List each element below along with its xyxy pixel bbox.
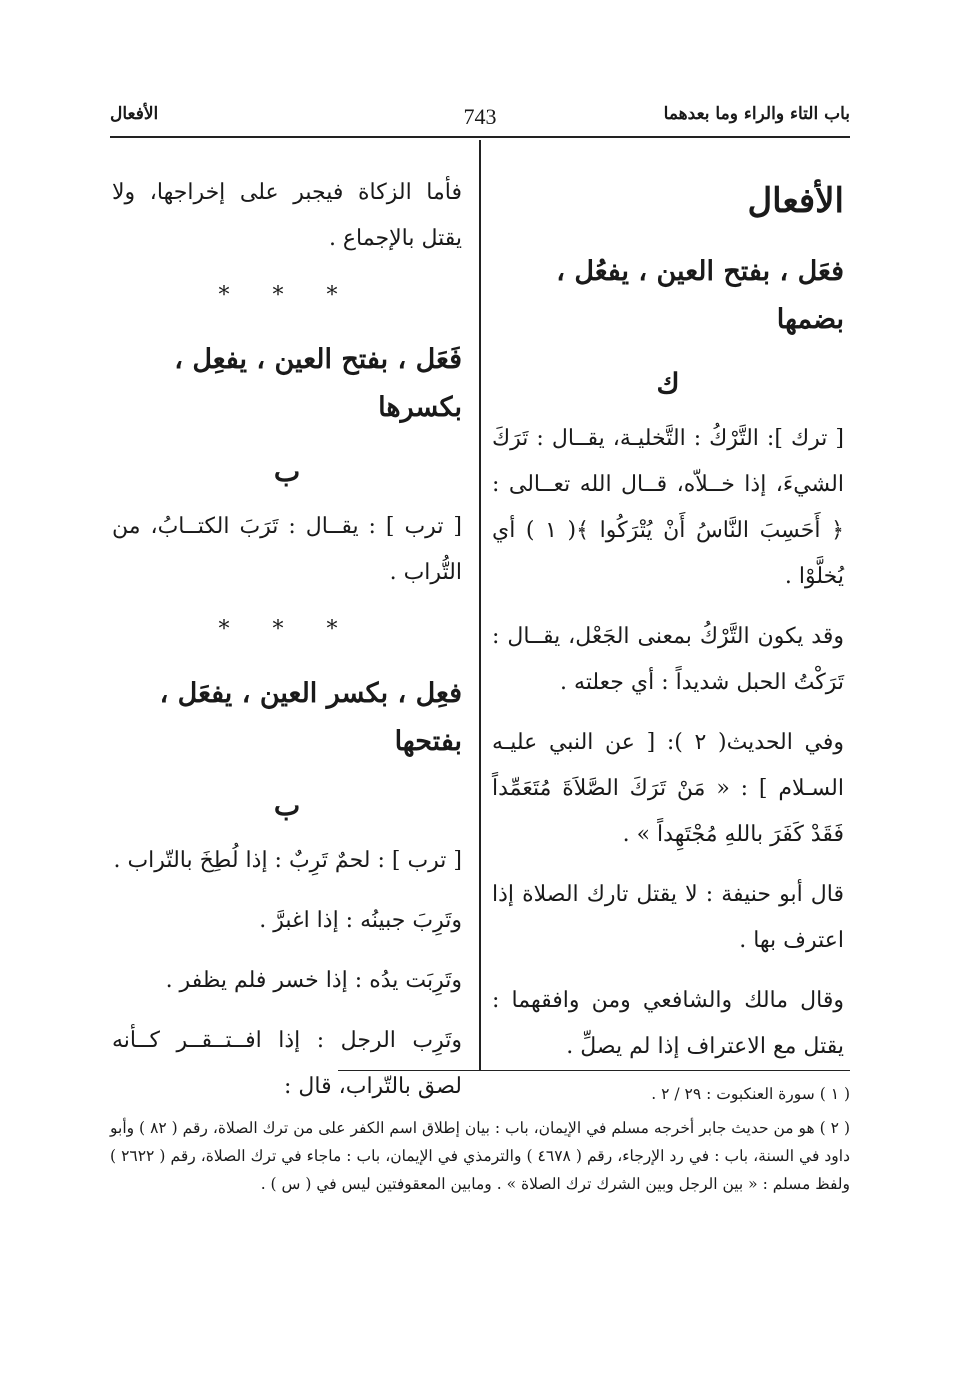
footnote: ( ٢ ) هو من حديث جابر أخرجه مسلم في الإيمان، باب : بيان إطلاق اسم الكفر على من ترك الصلاة، رقم ( ٨٢ ) وأبو داود في السنة، باب : في رد الإرجاء، رقم ( ٤٦٧٨ ) والترمذي في الإيمان، باب : ماجاء في ترك الصلاة، رقم ( ٢٦٢٢ ) ولفظ مسلم : « بين الرجل وبين الشرك ترك الصلاة » . ومابين المعقوفتين ليس في ( س ) . [110,1119,850,1193]
letter-heading: ب [273,455,301,488]
entry-paragraph: [ ترب ] : لحمٌ تَرِبٌ : إذا لُطِخَ بالتّراب . [113,848,462,873]
running-head-section: الأفعال [110,104,159,124]
entry-paragraph: وتَرِب الرجل : إذا افــتــقــر كــأنه لصق بالتّراب، قال : [112,1028,462,1099]
entry-paragraph: وفي الحديث( ٢ ): [ عن النبي عليـه السـلام ] : « مَنْ تَرَكَ الصَّلاَةَ مُتَعَمِّداً فَقَدْ كَفَرَ باللهِ مُجْتَهِداً » . [492,730,845,847]
entry-paragraph: قال أبو حنيفة : لا يقتل تارك الصلاة إذا اعترف بها . [492,882,844,953]
footnote-rule [338,1070,850,1071]
section-separator: * * * [218,283,356,308]
entry-paragraph: وقد يكون التَّرْكُ بمعنى الجَعْل، يقــال : تَرَكْتُ الحبل شديداً : أي جعلته . [492,624,844,695]
entry-paragraph: [ ترب ] : يقــال : تَرَبَ الكتــابُ، من التُّراب . [112,514,462,585]
section-title: الأفعال [747,181,844,221]
entry-paragraph: فأما الزكاة فيجبر على إخراجها، ولا يقتل بالإجماع . [112,180,462,251]
section-separator: * * * [218,617,356,642]
footnotes [110,1080,850,1204]
entry-paragraph: وتَرِبَ جبينُه : إذا اغبرَّ . [259,908,462,933]
running-head-chapter: باب التاء والراء وما بعدهما [663,104,850,124]
letter-heading: ك [656,367,680,400]
page-header [110,96,850,136]
right-column [492,170,844,1084]
pattern-heading: فَعَل ، بفتح العين ، يفعِل ، بكسرها [174,344,462,423]
header-rule [110,136,850,138]
pattern-heading: فعِل ، بكسر العين ، يفعَل ، بفتحها [159,678,462,757]
entry-paragraph: [ ترك ]: التَّرْكُ : التَّخليـة، يقــال : تَرَكَ الشيءَ، إذا خــلاّه، قــال الله تعــالى : ﴿ أَحَسِبَ النَّاسُ أَنْ يُتْرَكُوا ﴾( ١ ) أي يُخلَّوْا . [492,426,844,589]
left-column [112,170,462,1124]
column-divider [479,140,481,1070]
footnote: ( ١ ) سورة العنكبوت : ٢٩ / ٢ . [651,1085,850,1103]
letter-heading: ب [273,789,301,822]
entry-paragraph: وتَرِبَت يدُه : إذا خسر فلم يظفر . [165,968,462,993]
entry-paragraph: وقال مالك والشافعي ومن وافقهما : يقتل مع الاعتراف إذا لم يصلِّ . [492,988,844,1059]
pattern-heading: فعَل ، بفتح العين ، يفعُل ، بضمها [556,256,844,335]
page-number: 743 [463,104,497,129]
